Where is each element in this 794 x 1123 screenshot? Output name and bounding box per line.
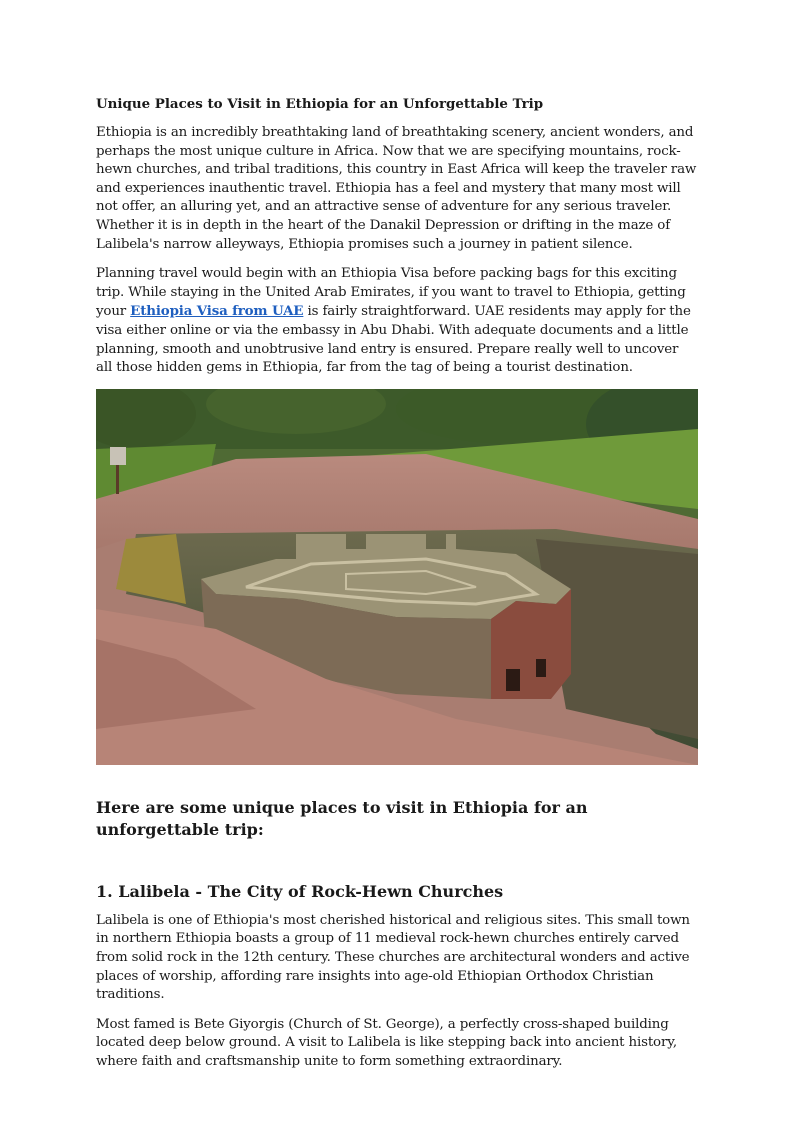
- place-1-paragraph-2: Most famed is Bete Giyorgis (Church of St. George), a perfectly cross-shaped building located deep below ground. A visit to Lalibela is like stepping back into ancient history, where faith and craftsmanship unite to form something extraordinary.: [96, 1016, 677, 1069]
- visa-text-before-link: Planning travel would begin with an Ethiopia Visa before packing bags for this exciting trip. While staying in the United Arab Emirates, if you want to travel to Ethiopia, getting your: [96, 266, 686, 320]
- visa-paragraph: [96, 265, 698, 378]
- place-1-paragraph-1: Lalibela is one of Ethiopia's most cherished historical and religious sites. This small town in northern Ethiopia boasts a group of 11 medieval rock-hewn churches entirely carved from solid rock in the 12th century. These churches are architectural wonders and active places of worship, affording rare insights into age-old Ethiopian Orthodox Christian traditions.: [96, 912, 690, 1003]
- section-heading: Here are some unique places to visit in Ethiopia for an unforgettable trip:: [96, 797, 588, 839]
- visa-text-after-link: is fairly straightforward. UAE residents may apply for the visa either online or via the embassy in Abu Dhabi. With adequate documents and a little planning, smooth and unobtrusive land entry is ensured. Prepare really well to uncover all those hidden gems in Ethiopia, far from the tag of being a tourist destination.: [96, 304, 691, 376]
- document-title: Unique Places to Visit in Ethiopia for an Unforgettable Trip: [96, 96, 544, 112]
- ethiopia-visa-link[interactable]: Ethiopia Visa from UAE: [130, 303, 304, 320]
- intro-paragraph: Ethiopia is an incredibly breathtaking land of breathtaking scenery, ancient wonders, and perhaps the most unique culture in Africa. Now that we are specifying mountains, rock-hewn churches, and tribal traditions, this country in East Africa will keep the traveler raw and experiences inauthentic travel. Ethiopia has a feel and mystery that many most will not offer, an alluring yet, and an attractive sense of adventure for any serious traveler. Whether it is in depth in the heart of the Danakil Depression or drifting in the maze of Lalibela's narrow alleyways, Ethiopia promises such a journey in patient silence.: [96, 125, 697, 252]
- lalibela-church-photo: [96, 389, 698, 765]
- place-1-heading: 1. Lalibela - The City of Rock-Hewn Churches: [96, 881, 504, 901]
- document-page: [96, 94, 698, 1082]
